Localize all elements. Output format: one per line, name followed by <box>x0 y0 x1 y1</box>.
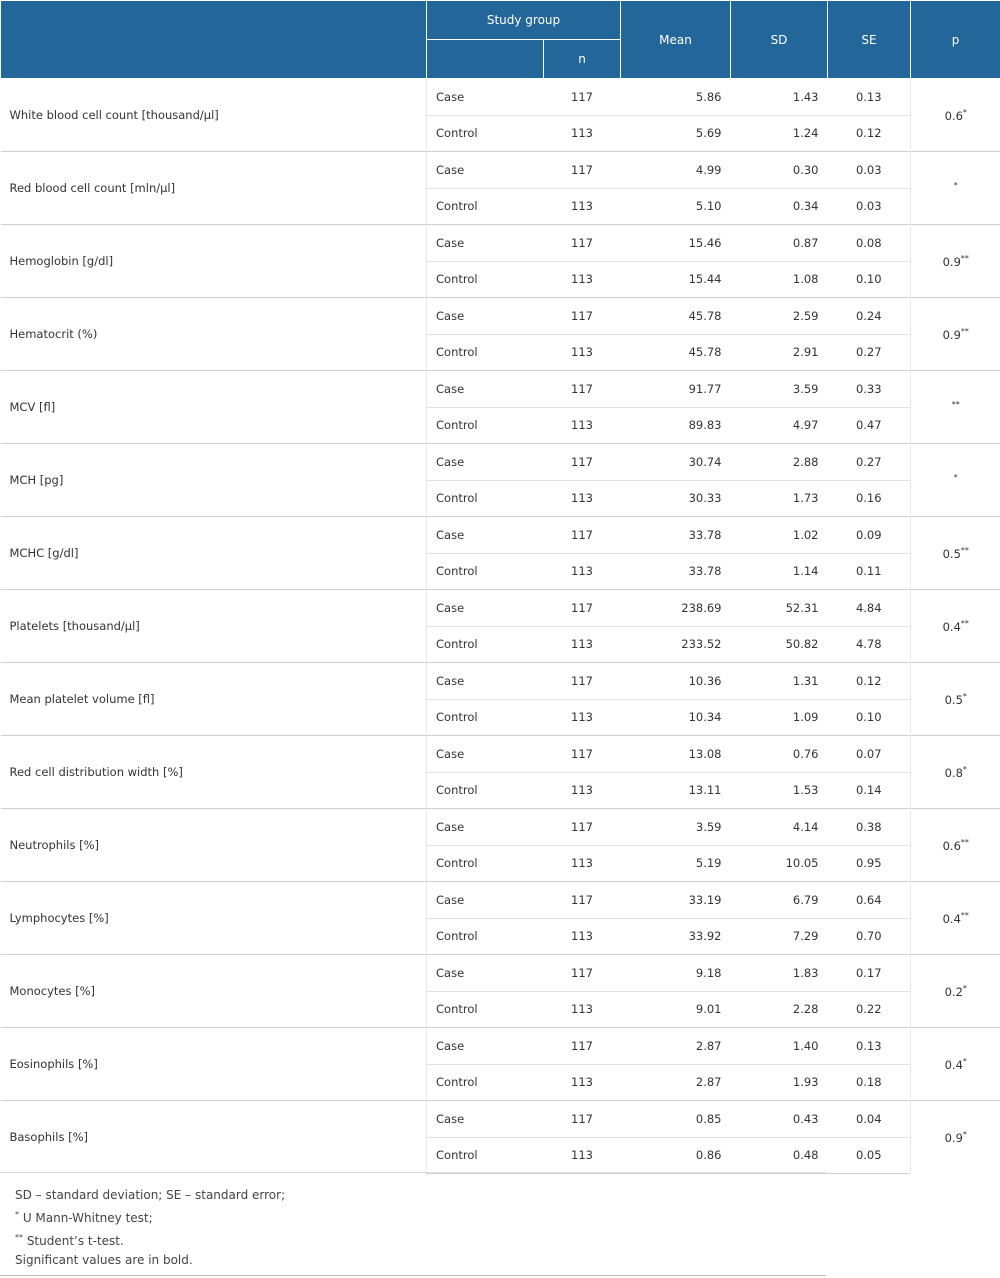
group-cell: Control <box>427 553 544 590</box>
n-cell: 117 <box>544 79 621 116</box>
mean-cell: 33.92 <box>621 918 731 955</box>
p-value-cell <box>911 590 1000 663</box>
se-cell: 4.84 <box>828 590 911 627</box>
footnote-mann-whitney <box>15 1205 826 1228</box>
sd-cell: 10.05 <box>731 845 828 882</box>
n-cell: 117 <box>544 736 621 773</box>
n-cell: 117 <box>544 590 621 627</box>
n-cell: 113 <box>544 772 621 809</box>
se-cell: 0.03 <box>828 152 911 189</box>
p-mark: ** <box>951 399 960 409</box>
p-mark: * <box>962 983 967 993</box>
group-cell: Control <box>427 845 544 882</box>
n-cell: 113 <box>544 699 621 736</box>
n-cell: 117 <box>544 663 621 700</box>
group-cell: Control <box>427 407 544 444</box>
n-cell: 113 <box>544 115 621 152</box>
header-p: p <box>911 1 1000 79</box>
p-value-cell <box>911 1101 1000 1174</box>
n-cell: 117 <box>544 517 621 554</box>
n-cell: 117 <box>544 809 621 846</box>
sd-cell: 2.59 <box>731 298 828 335</box>
group-cell: Case <box>427 225 544 262</box>
group-cell: Case <box>427 955 544 992</box>
p-value: 0.2 <box>944 984 963 999</box>
table-row <box>1 371 1000 408</box>
n-cell: 113 <box>544 626 621 663</box>
group-cell: Case <box>427 517 544 554</box>
table-row <box>1 1101 1000 1138</box>
p-value: 0.9 <box>942 327 961 342</box>
mean-cell: 30.33 <box>621 480 731 517</box>
n-cell: 117 <box>544 152 621 189</box>
parameter-label: MCH [pg] <box>1 444 427 517</box>
p-value: 0.4 <box>944 1057 963 1072</box>
group-cell: Case <box>427 663 544 700</box>
group-cell: Control <box>427 1064 544 1101</box>
mean-cell: 30.74 <box>621 444 731 481</box>
group-cell: Control <box>427 188 544 225</box>
se-cell: 0.14 <box>828 772 911 809</box>
group-cell: Control <box>427 1137 544 1174</box>
parameter-label: Platelets [thousand/µl] <box>1 590 427 663</box>
p-value: 0.5 <box>944 692 963 707</box>
se-cell: 0.10 <box>828 261 911 298</box>
p-value: 0.4 <box>942 911 961 926</box>
p-value-cell <box>911 882 1000 955</box>
p-value: 0.6 <box>944 108 963 123</box>
group-cell: Case <box>427 809 544 846</box>
table-row <box>1 809 1000 846</box>
group-cell: Control <box>427 626 544 663</box>
header-group-blank <box>427 40 544 79</box>
se-cell: 0.10 <box>828 699 911 736</box>
p-value: 0.6 <box>942 838 961 853</box>
sd-cell: 4.14 <box>731 809 828 846</box>
parameter-label: Neutrophils [%] <box>1 809 427 882</box>
se-cell: 0.33 <box>828 371 911 408</box>
n-cell: 113 <box>544 1064 621 1101</box>
p-mark: * <box>962 691 967 701</box>
p-value: 0.9 <box>944 1130 963 1145</box>
n-cell: 117 <box>544 371 621 408</box>
se-cell: 0.27 <box>828 444 911 481</box>
se-cell: 0.70 <box>828 918 911 955</box>
parameter-label: Red cell distribution width [%] <box>1 736 427 809</box>
mean-cell: 2.87 <box>621 1028 731 1065</box>
sd-cell: 1.08 <box>731 261 828 298</box>
n-cell: 113 <box>544 918 621 955</box>
p-value: 0.4 <box>942 619 961 634</box>
sd-cell: 1.09 <box>731 699 828 736</box>
se-cell: 0.13 <box>828 1028 911 1065</box>
p-value: 0.8 <box>944 765 963 780</box>
sd-cell: 1.40 <box>731 1028 828 1065</box>
group-cell: Case <box>427 1101 544 1138</box>
header-sd: SD <box>731 1 828 79</box>
p-mark: * <box>962 1129 967 1139</box>
parameter-label: Eosinophils [%] <box>1 1028 427 1101</box>
table-header <box>1 1 1000 79</box>
n-cell: 113 <box>544 480 621 517</box>
table-row <box>1 444 1000 481</box>
n-cell: 113 <box>544 845 621 882</box>
group-cell: Case <box>427 882 544 919</box>
n-cell: 117 <box>544 444 621 481</box>
sd-cell: 1.14 <box>731 553 828 590</box>
parameter-label: Hemoglobin [g/dl] <box>1 225 427 298</box>
group-cell: Control <box>427 334 544 371</box>
sd-cell: 1.43 <box>731 79 828 116</box>
se-cell: 0.24 <box>828 298 911 335</box>
p-value: 0.5 <box>942 546 961 561</box>
mean-cell: 33.19 <box>621 882 731 919</box>
parameter-label: Mean platelet volume [fl] <box>1 663 427 736</box>
se-cell: 0.47 <box>828 407 911 444</box>
sd-cell: 2.91 <box>731 334 828 371</box>
table-row <box>1 517 1000 554</box>
table-row <box>1 225 1000 262</box>
n-cell: 113 <box>544 261 621 298</box>
n-cell: 117 <box>544 955 621 992</box>
table-footnotes <box>0 1172 826 1276</box>
mean-cell: 5.19 <box>621 845 731 882</box>
header-n: n <box>544 40 621 79</box>
p-value-cell <box>911 371 1000 444</box>
footnote-t-test <box>15 1228 826 1251</box>
sd-cell: 0.34 <box>731 188 828 225</box>
se-cell: 0.22 <box>828 991 911 1028</box>
header-se: SE <box>828 1 911 79</box>
se-cell: 0.11 <box>828 553 911 590</box>
mean-cell: 3.59 <box>621 809 731 846</box>
p-value-cell <box>911 809 1000 882</box>
footnote-mark-single: * <box>15 1210 19 1219</box>
header-study-group: Study group <box>427 1 621 40</box>
parameter-label: Hematocrit (%) <box>1 298 427 371</box>
mean-cell: 45.78 <box>621 334 731 371</box>
group-cell: Control <box>427 261 544 298</box>
se-cell: 0.07 <box>828 736 911 773</box>
sd-cell: 2.88 <box>731 444 828 481</box>
mean-cell: 33.78 <box>621 553 731 590</box>
mean-cell: 238.69 <box>621 590 731 627</box>
mean-cell: 9.18 <box>621 955 731 992</box>
n-cell: 113 <box>544 188 621 225</box>
sd-cell: 0.30 <box>731 152 828 189</box>
sd-cell: 50.82 <box>731 626 828 663</box>
sd-cell: 1.31 <box>731 663 828 700</box>
se-cell: 0.17 <box>828 955 911 992</box>
p-mark: * <box>962 107 967 117</box>
group-cell: Case <box>427 79 544 116</box>
sd-cell: 6.79 <box>731 882 828 919</box>
mean-cell: 13.08 <box>621 736 731 773</box>
sd-cell: 0.43 <box>731 1101 828 1138</box>
sd-cell: 52.31 <box>731 590 828 627</box>
n-cell: 113 <box>544 991 621 1028</box>
sd-cell: 7.29 <box>731 918 828 955</box>
n-cell: 117 <box>544 225 621 262</box>
sd-cell: 1.83 <box>731 955 828 992</box>
p-value-cell <box>911 444 1000 517</box>
se-cell: 0.16 <box>828 480 911 517</box>
se-cell: 0.04 <box>828 1101 911 1138</box>
sd-cell: 0.76 <box>731 736 828 773</box>
parameter-label: White blood cell count [thousand/µl] <box>1 79 427 152</box>
parameter-label: MCHC [g/dl] <box>1 517 427 590</box>
group-cell: Control <box>427 115 544 152</box>
table-row <box>1 1028 1000 1065</box>
se-cell: 0.27 <box>828 334 911 371</box>
parameter-label: MCV [fl] <box>1 371 427 444</box>
se-cell: 0.38 <box>828 809 911 846</box>
mean-cell: 89.83 <box>621 407 731 444</box>
p-value-cell <box>911 152 1000 225</box>
p-mark: ** <box>960 545 969 555</box>
sd-cell: 2.28 <box>731 991 828 1028</box>
mean-cell: 45.78 <box>621 298 731 335</box>
sd-cell: 1.93 <box>731 1064 828 1101</box>
p-mark: * <box>953 472 958 482</box>
mean-cell: 0.86 <box>621 1137 731 1174</box>
n-cell: 113 <box>544 1137 621 1174</box>
mean-cell: 5.69 <box>621 115 731 152</box>
mean-cell: 13.11 <box>621 772 731 809</box>
footnote-abbreviations: SD – standard deviation; SE – standard error; <box>15 1188 286 1202</box>
group-cell: Control <box>427 991 544 1028</box>
table-row <box>1 298 1000 335</box>
parameter-label: Red blood cell count [mln/µl] <box>1 152 427 225</box>
mean-cell: 9.01 <box>621 991 731 1028</box>
table-row <box>1 955 1000 992</box>
mean-cell: 2.87 <box>621 1064 731 1101</box>
se-cell: 0.12 <box>828 115 911 152</box>
parameter-label: Basophils [%] <box>1 1101 427 1174</box>
se-cell: 4.78 <box>828 626 911 663</box>
table-row <box>1 590 1000 627</box>
mean-cell: 33.78 <box>621 517 731 554</box>
p-value-cell <box>911 955 1000 1028</box>
sd-cell: 0.48 <box>731 1137 828 1174</box>
p-mark: * <box>962 1056 967 1066</box>
n-cell: 117 <box>544 882 621 919</box>
parameter-label: Lymphocytes [%] <box>1 882 427 955</box>
parameter-label: Monocytes [%] <box>1 955 427 1028</box>
se-cell: 0.18 <box>828 1064 911 1101</box>
sd-cell: 3.59 <box>731 371 828 408</box>
mean-cell: 5.86 <box>621 79 731 116</box>
table-row <box>1 882 1000 919</box>
p-value-cell <box>911 1028 1000 1101</box>
mean-cell: 15.46 <box>621 225 731 262</box>
group-cell: Case <box>427 152 544 189</box>
sd-cell: 1.73 <box>731 480 828 517</box>
mean-cell: 15.44 <box>621 261 731 298</box>
sd-cell: 1.24 <box>731 115 828 152</box>
n-cell: 117 <box>544 298 621 335</box>
n-cell: 113 <box>544 334 621 371</box>
se-cell: 0.12 <box>828 663 911 700</box>
se-cell: 0.03 <box>828 188 911 225</box>
se-cell: 0.05 <box>828 1137 911 1174</box>
table-row <box>1 736 1000 773</box>
mean-cell: 0.85 <box>621 1101 731 1138</box>
p-value-cell <box>911 79 1000 152</box>
n-cell: 113 <box>544 407 621 444</box>
sd-cell: 0.87 <box>731 225 828 262</box>
group-cell: Case <box>427 1028 544 1065</box>
group-cell: Case <box>427 298 544 335</box>
se-cell: 0.08 <box>828 225 911 262</box>
p-mark: ** <box>960 618 969 628</box>
se-cell: 0.64 <box>828 882 911 919</box>
sd-cell: 1.02 <box>731 517 828 554</box>
group-cell: Case <box>427 371 544 408</box>
p-value-cell <box>911 663 1000 736</box>
group-cell: Control <box>427 480 544 517</box>
p-value-cell <box>911 298 1000 371</box>
group-cell: Control <box>427 772 544 809</box>
table-row <box>1 79 1000 116</box>
n-cell: 117 <box>544 1101 621 1138</box>
sd-cell: 4.97 <box>731 407 828 444</box>
p-value: 0.9 <box>942 254 961 269</box>
mean-cell: 5.10 <box>621 188 731 225</box>
table-body <box>1 79 1000 1174</box>
p-mark: ** <box>960 837 969 847</box>
group-cell: Control <box>427 918 544 955</box>
mean-cell: 10.36 <box>621 663 731 700</box>
mean-cell: 10.34 <box>621 699 731 736</box>
p-value-cell <box>911 225 1000 298</box>
p-mark: ** <box>960 253 969 263</box>
group-cell: Case <box>427 590 544 627</box>
footnote-t-test-text: Student’s t-test. <box>23 1234 124 1248</box>
table-row <box>1 663 1000 700</box>
n-cell: 113 <box>544 553 621 590</box>
header-blank <box>1 1 427 79</box>
footnote-mark-double: ** <box>15 1233 23 1242</box>
group-cell: Case <box>427 736 544 773</box>
group-cell: Control <box>427 699 544 736</box>
mean-cell: 233.52 <box>621 626 731 663</box>
se-cell: 0.95 <box>828 845 911 882</box>
n-cell: 117 <box>544 1028 621 1065</box>
group-cell: Case <box>427 444 544 481</box>
footnote-significance: Significant values are in bold. <box>15 1253 193 1267</box>
p-mark: ** <box>960 910 969 920</box>
p-mark: * <box>962 764 967 774</box>
header-mean: Mean <box>621 1 731 79</box>
footnote-mann-whitney-text: U Mann-Whitney test; <box>19 1211 153 1225</box>
table-row <box>1 152 1000 189</box>
se-cell: 0.13 <box>828 79 911 116</box>
p-value-cell <box>911 517 1000 590</box>
se-cell: 0.09 <box>828 517 911 554</box>
mean-cell: 4.99 <box>621 152 731 189</box>
p-value-cell <box>911 736 1000 809</box>
mean-cell: 91.77 <box>621 371 731 408</box>
sd-cell: 1.53 <box>731 772 828 809</box>
p-mark: * <box>953 180 958 190</box>
p-mark: ** <box>960 326 969 336</box>
